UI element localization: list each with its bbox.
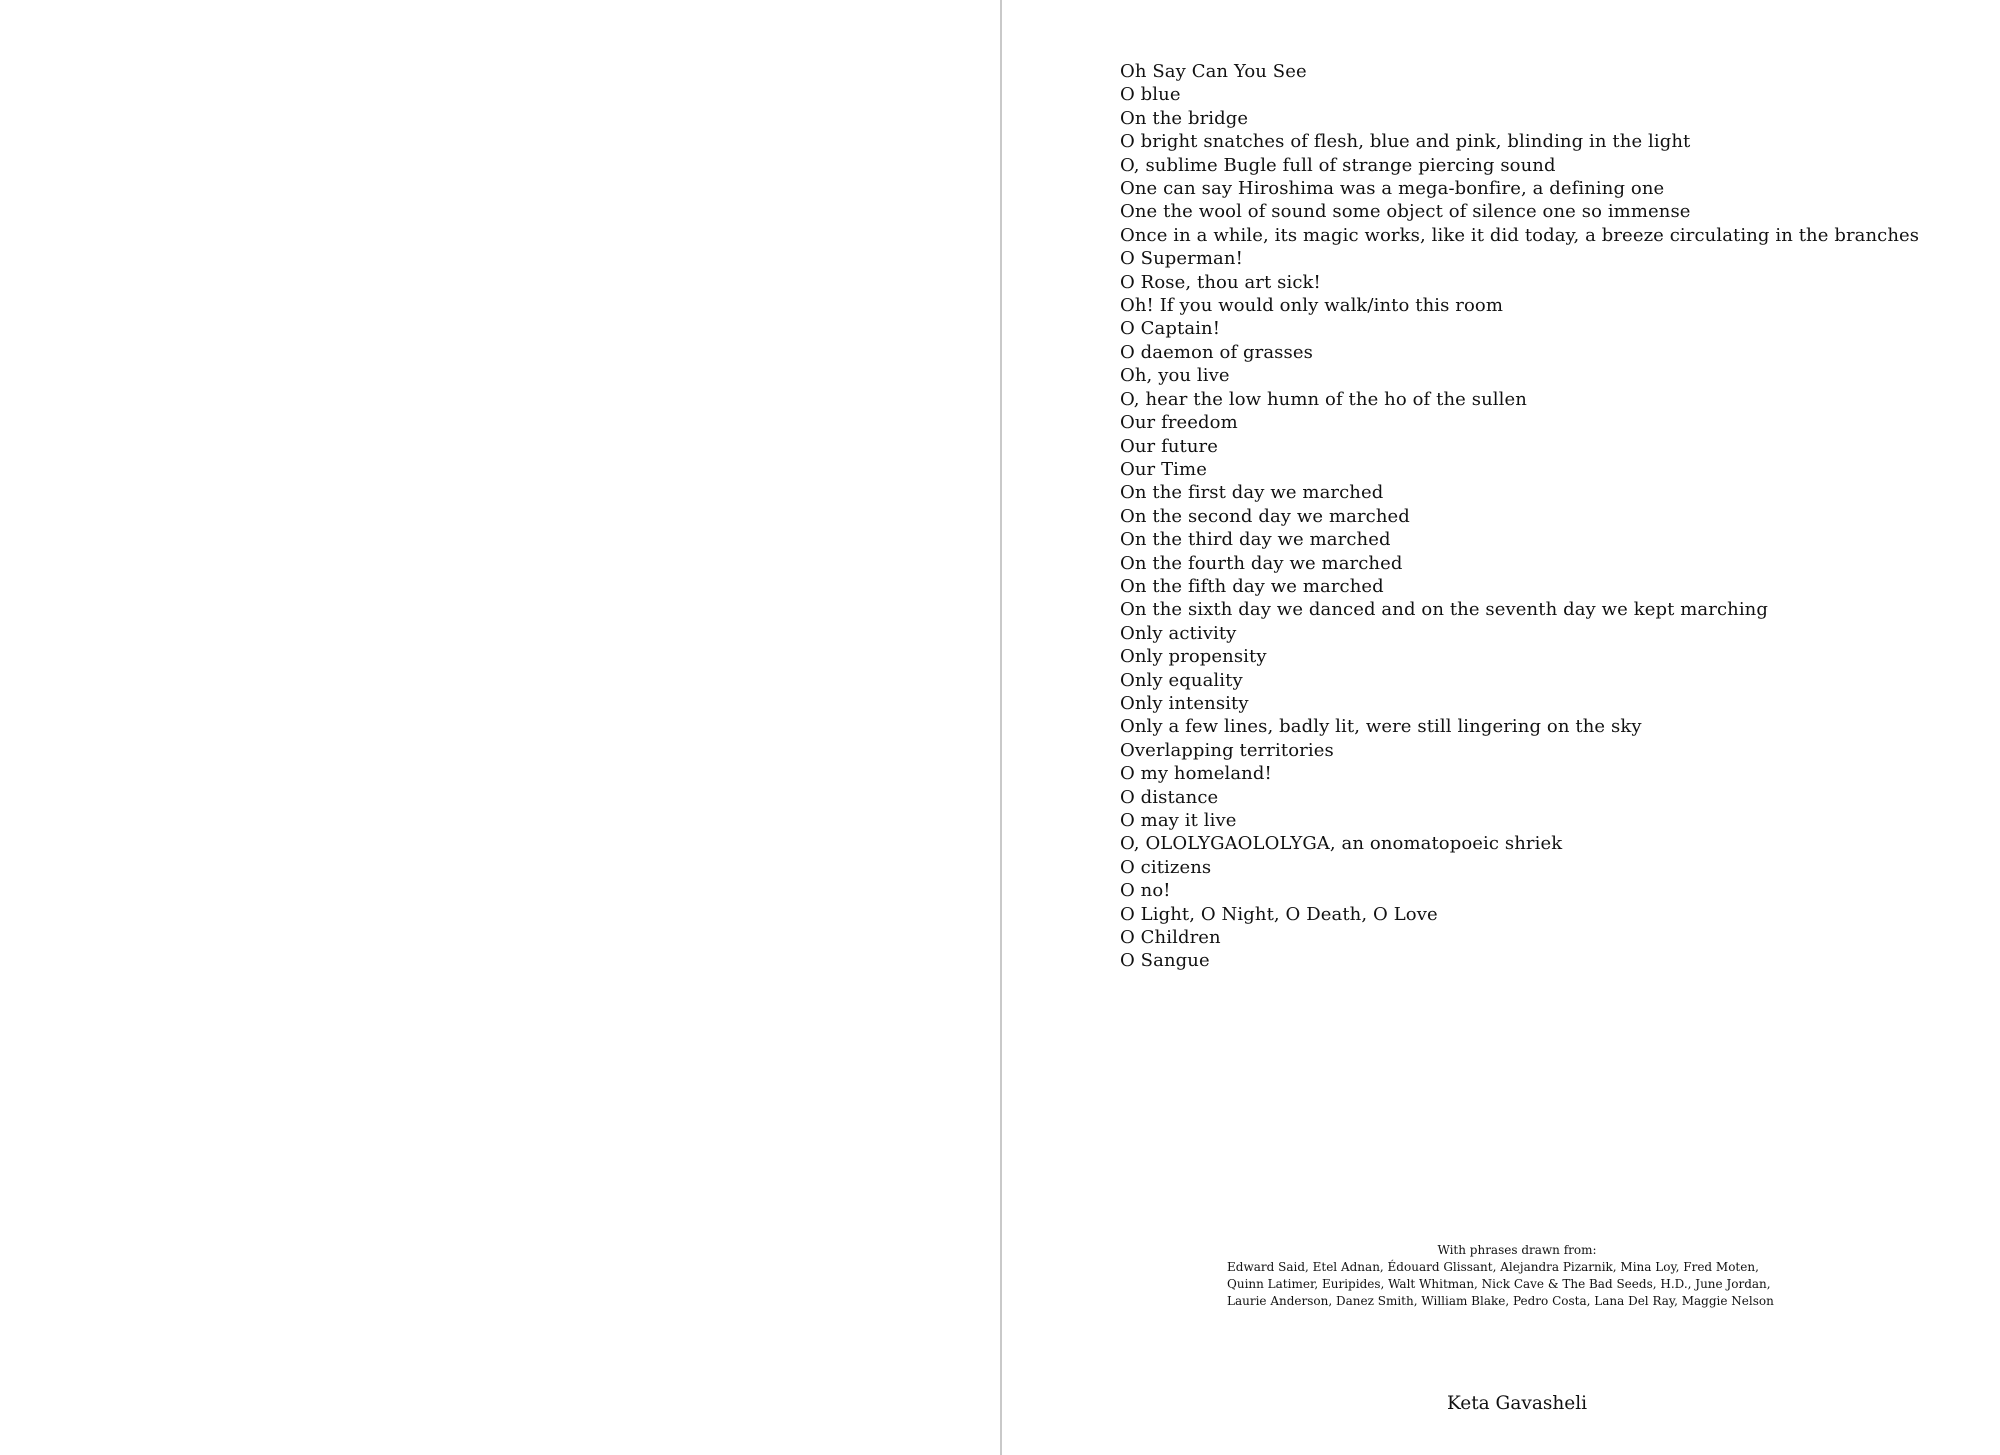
poem-line: Oh Say Can You See xyxy=(1120,61,1307,82)
poem-line: Oh, you live xyxy=(1120,365,1230,387)
credits-heading: With phrases drawn from: xyxy=(1437,1243,1597,1257)
poem-line: O blue xyxy=(1120,84,1181,106)
credits-line: Quinn Latimer, Euripides, Walt Whitman, Nick Cave & The Bad Seeds, H.D., June Jordan, xyxy=(1227,1277,1771,1291)
poem-line: O, sublime Bugle full of strange piercing sound xyxy=(1120,154,1556,176)
poem-line: Only equality xyxy=(1120,669,1243,691)
poem-line: O, OLOLYGAOLOLYGA, an onomatopoeic shriek xyxy=(1120,833,1563,855)
poem-line: Only intensity xyxy=(1120,692,1249,714)
poem-line: O Sangue xyxy=(1120,950,1210,972)
poem-text xyxy=(1120,60,1919,973)
poem-line: On the bridge xyxy=(1120,107,1249,129)
poem-line: On the third day we marched xyxy=(1120,529,1391,551)
poem-line: On the sixth day we danced and on the seventh day we kept marching xyxy=(1120,599,1768,621)
poem-line: Our Time xyxy=(1120,458,1207,480)
poem-line: O my homeland! xyxy=(1120,763,1272,785)
poem-line: O citizens xyxy=(1120,856,1212,878)
poem-line: O bright snatches of flesh, blue and pink, blinding in the light xyxy=(1120,131,1691,153)
poem-line: On the fifth day we marched xyxy=(1120,575,1384,597)
poem-line: Overlapping territories xyxy=(1120,739,1334,761)
poem-line: Oh! If you would only walk/into this room xyxy=(1120,295,1504,317)
poem-line: O Light, O Night, O Death, O Love xyxy=(1120,903,1438,925)
poem-line: O may it live xyxy=(1120,810,1237,831)
poem-line: O Captain! xyxy=(1120,318,1221,340)
poem-line: Only activity xyxy=(1120,622,1237,644)
poem-line: O Children xyxy=(1120,927,1221,949)
poem-line: O daemon of grasses xyxy=(1120,341,1313,363)
poem-line: On the second day we marched xyxy=(1120,505,1410,527)
credits-names xyxy=(1227,1259,1807,1310)
credits-line: Edward Said, Etel Adnan, Édouard Glissant, Alejandra Pizarnik, Mina Loy, Fred Moten, xyxy=(1227,1260,1759,1274)
poem-line: Our freedom xyxy=(1120,412,1238,434)
credits-block xyxy=(1227,1242,1807,1310)
credits-line: Laurie Anderson, Danez Smith, William Blake, Pedro Costa, Lana Del Ray, Maggie Nelson xyxy=(1227,1294,1774,1308)
poem-line: One can say Hiroshima was a mega-bonfire, a defining one xyxy=(1120,178,1665,200)
right-page xyxy=(1002,0,2000,1455)
poem-line: On the first day we marched xyxy=(1120,482,1384,504)
poem-line: Once in a while, its magic works, like it did today, a breeze circulating in the branches xyxy=(1120,224,1920,246)
poem-line: O distance xyxy=(1120,786,1219,808)
poem-line: O, hear the low humn of the ho of the sullen xyxy=(1120,388,1527,410)
poem-line: Only propensity xyxy=(1120,646,1267,668)
author-name: Keta Gavasheli xyxy=(1446,1393,1588,1414)
poem-line: O no! xyxy=(1120,880,1171,902)
poem-line: O Rose, thou art sick! xyxy=(1120,271,1321,293)
poem-line: On the fourth day we marched xyxy=(1120,552,1403,574)
poem-line: One the wool of sound some object of silence one so immense xyxy=(1120,201,1691,223)
poem-line: Our future xyxy=(1120,435,1219,457)
poem-line: Only a few lines, badly lit, were still lingering on the sky xyxy=(1120,716,1642,738)
poem-line: O Superman! xyxy=(1120,248,1243,270)
